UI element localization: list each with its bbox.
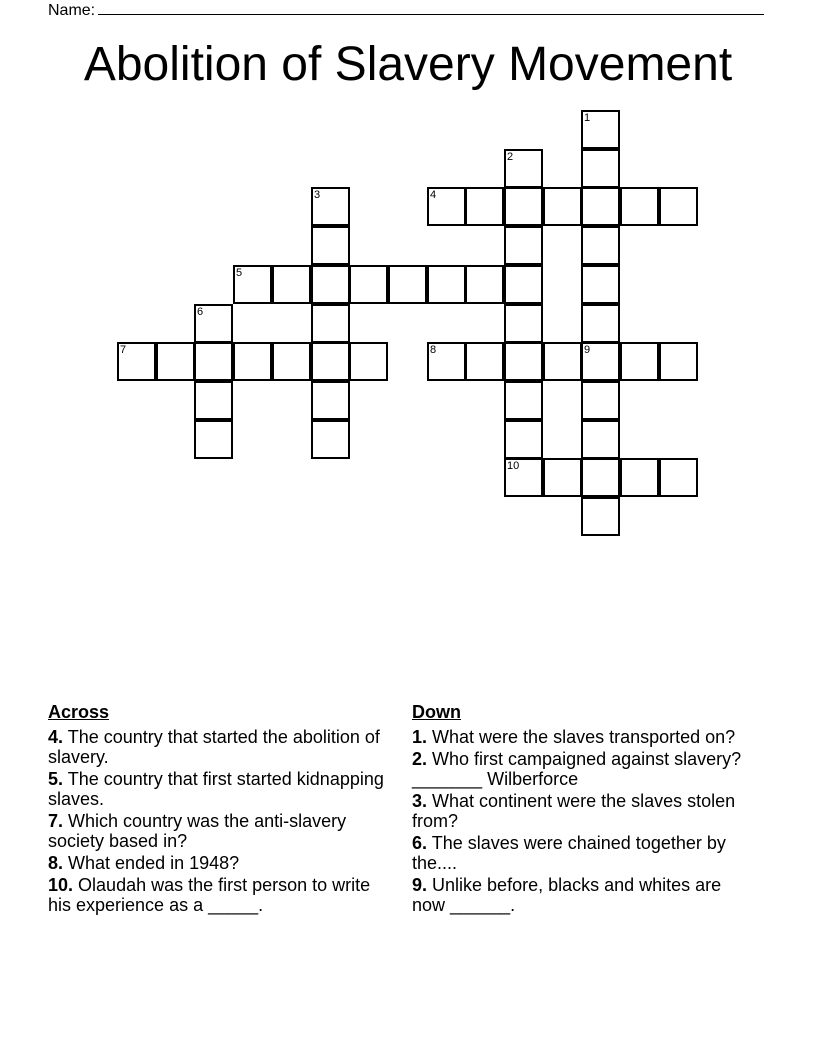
grid-cell[interactable] xyxy=(349,265,388,304)
down-clue-9 xyxy=(412,875,752,915)
grid-cell[interactable] xyxy=(581,226,620,265)
clue-number: 7. xyxy=(48,811,64,831)
across-clue-5 xyxy=(48,769,388,809)
grid-cell[interactable] xyxy=(581,265,620,304)
grid-cell[interactable] xyxy=(427,342,466,381)
grid-cell[interactable] xyxy=(504,458,543,497)
cell-number: 3 xyxy=(314,189,321,201)
across-heading: Across xyxy=(48,702,110,722)
cell-number: 4 xyxy=(430,189,437,201)
grid-cell[interactable] xyxy=(504,420,543,459)
clue-number: 9. xyxy=(412,875,428,895)
grid-cell[interactable] xyxy=(465,187,504,226)
grid-cell[interactable] xyxy=(117,342,156,381)
grid-cell[interactable] xyxy=(620,458,659,497)
grid-cell[interactable] xyxy=(581,458,620,497)
grid-cell[interactable] xyxy=(581,304,620,343)
grid-cell[interactable] xyxy=(504,342,543,381)
across-clue-8 xyxy=(48,853,388,873)
clue-text: The country that first started kidnapping slaves. xyxy=(48,769,384,809)
grid-cell[interactable] xyxy=(427,187,466,226)
cell-number: 2 xyxy=(507,151,514,163)
grid-cell[interactable] xyxy=(620,187,659,226)
clue-text: What ended in 1948? xyxy=(68,853,240,873)
grid-cell[interactable] xyxy=(659,458,698,497)
grid-cell[interactable] xyxy=(272,342,311,381)
grid-cell[interactable] xyxy=(194,381,233,420)
grid-cell[interactable] xyxy=(349,342,388,381)
grid-cell[interactable] xyxy=(659,342,698,381)
across-clue-4 xyxy=(48,727,388,767)
grid-cell[interactable] xyxy=(581,187,620,226)
clue-number: 10. xyxy=(48,875,74,895)
grid-cell[interactable] xyxy=(504,265,543,304)
cell-number: 7 xyxy=(120,344,127,356)
clue-number: 6. xyxy=(412,833,428,853)
clue-text: What continent were the slaves stolen from? xyxy=(412,791,736,831)
grid-cell[interactable] xyxy=(311,420,350,459)
grid-cell[interactable] xyxy=(504,381,543,420)
page-title: Abolition of Slavery Movement xyxy=(83,38,733,91)
down-clues xyxy=(412,702,752,917)
down-clue-1 xyxy=(412,727,752,747)
grid-cell[interactable] xyxy=(581,381,620,420)
grid-cell[interactable] xyxy=(504,149,543,188)
grid-cell[interactable] xyxy=(543,458,582,497)
down-clue-2 xyxy=(412,749,752,789)
cell-number: 10 xyxy=(507,460,520,472)
clue-text: Which country was the anti-slavery society based in? xyxy=(48,811,347,851)
clue-text: The slaves were chained together by the.... xyxy=(412,833,726,873)
across-clue-7 xyxy=(48,811,388,851)
cell-number: 5 xyxy=(236,267,243,279)
across-clue-10 xyxy=(48,875,388,915)
clue-number: 2. xyxy=(412,749,428,769)
grid-cell[interactable] xyxy=(504,187,543,226)
grid-cell[interactable] xyxy=(233,342,272,381)
clue-number: 3. xyxy=(412,791,428,811)
grid-cell[interactable] xyxy=(581,342,620,381)
grid-cell[interactable] xyxy=(311,342,350,381)
grid-cell[interactable] xyxy=(581,420,620,459)
clue-text: Unlike before, blacks and whites are now ______. xyxy=(412,875,722,915)
grid-cell[interactable] xyxy=(465,265,504,304)
grid-cell[interactable] xyxy=(427,265,466,304)
clue-number: 5. xyxy=(48,769,64,789)
grid-cell[interactable] xyxy=(156,342,195,381)
grid-cell[interactable] xyxy=(311,381,350,420)
grid-cell[interactable] xyxy=(581,110,620,149)
cell-number: 9 xyxy=(584,344,591,356)
cell-number: 8 xyxy=(430,344,437,356)
cell-number: 1 xyxy=(584,112,591,124)
grid-cell[interactable] xyxy=(194,304,233,343)
clue-number: 8. xyxy=(48,853,64,873)
clue-text: The country that started the abolition of slavery. xyxy=(48,727,380,767)
grid-cell[interactable] xyxy=(620,342,659,381)
grid-cell[interactable] xyxy=(272,265,311,304)
down-clue-6 xyxy=(412,833,752,873)
clue-text: Olaudah was the first person to write his experience as a _____. xyxy=(48,875,371,915)
grid-cell[interactable] xyxy=(311,226,350,265)
grid-cell[interactable] xyxy=(581,149,620,188)
down-heading: Down xyxy=(412,702,461,722)
grid-cell[interactable] xyxy=(543,342,582,381)
across-clues xyxy=(48,702,388,917)
grid-cell[interactable] xyxy=(504,304,543,343)
grid-cell[interactable] xyxy=(504,226,543,265)
grid-cell[interactable] xyxy=(543,187,582,226)
cell-number: 6 xyxy=(197,306,204,318)
clue-text: Who first campaigned against slavery? _______ Wilberforce xyxy=(412,749,742,789)
grid-cell[interactable] xyxy=(311,304,350,343)
name-label: Name: xyxy=(48,2,96,19)
grid-cell[interactable] xyxy=(194,420,233,459)
grid-cell[interactable] xyxy=(311,187,350,226)
clue-number: 4. xyxy=(48,727,64,747)
grid-cell[interactable] xyxy=(659,187,698,226)
down-clue-3 xyxy=(412,791,752,831)
grid-cell[interactable] xyxy=(465,342,504,381)
clue-number: 1. xyxy=(412,727,428,747)
grid-cell[interactable] xyxy=(194,342,233,381)
clue-text: What were the slaves transported on? xyxy=(432,727,736,747)
grid-cell[interactable] xyxy=(233,265,272,304)
grid-cell[interactable] xyxy=(388,265,427,304)
grid-cell[interactable] xyxy=(311,265,350,304)
grid-cell[interactable] xyxy=(581,497,620,536)
